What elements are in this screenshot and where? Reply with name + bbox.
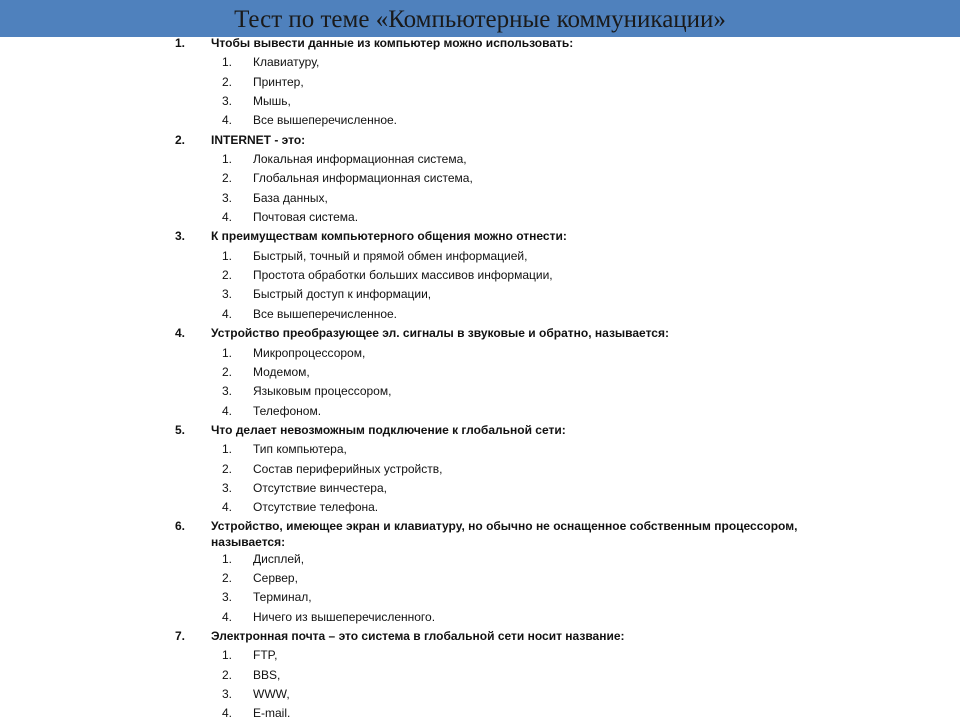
- option-number: 3.: [222, 94, 233, 109]
- option-3: [0, 685, 960, 704]
- option-text: Почтовая система.: [253, 210, 359, 225]
- option-text: Терминал,: [253, 590, 312, 605]
- option-text: Принтер,: [253, 74, 304, 89]
- option-number: 3.: [222, 590, 233, 605]
- option-text: Микропроцессором,: [253, 345, 366, 360]
- option-text: Все вышеперечисленное.: [253, 306, 397, 321]
- option-text: Ничего из вышеперечисленного.: [253, 609, 436, 624]
- question-number: 3.: [175, 229, 186, 244]
- option-number: 1.: [222, 55, 233, 70]
- option-1: [0, 247, 960, 266]
- question-2: [0, 131, 960, 228]
- option-2: [0, 666, 960, 685]
- option-4: [0, 498, 960, 517]
- option-number: 2.: [222, 268, 233, 283]
- option-number: 1.: [222, 648, 233, 663]
- option-1: [0, 440, 960, 459]
- option-number: 2.: [222, 570, 233, 585]
- question-header: [0, 34, 960, 53]
- option-3: [0, 92, 960, 111]
- option-number: 3.: [222, 384, 233, 399]
- option-3: [0, 588, 960, 607]
- option-4: [0, 608, 960, 627]
- option-3: [0, 285, 960, 304]
- option-text: FTP,: [253, 648, 278, 663]
- option-number: 4.: [222, 306, 233, 321]
- option-text: Простота обработки больших массивов информации,: [253, 268, 553, 283]
- question-header: [0, 627, 960, 646]
- option-1: [0, 550, 960, 569]
- option-number: 2.: [222, 74, 233, 89]
- option-text: Телефоном.: [253, 403, 322, 418]
- option-text: Тип компьютера,: [253, 442, 347, 457]
- question-number: 7.: [175, 628, 186, 643]
- option-text: Дисплей,: [253, 551, 305, 566]
- option-number: 2.: [222, 667, 233, 682]
- option-number: 1.: [222, 345, 233, 360]
- option-text: BBS,: [253, 667, 281, 682]
- option-number: 4.: [222, 706, 233, 721]
- option-4: [0, 111, 960, 130]
- option-text: Глобальная информационная система,: [253, 171, 473, 186]
- option-3: [0, 479, 960, 498]
- option-2: [0, 169, 960, 188]
- question-header: [0, 131, 960, 150]
- option-2: [0, 266, 960, 285]
- question-number: 5.: [175, 422, 186, 437]
- slide-title: Тест по теме «Компьютерные коммуникации»: [0, 0, 960, 37]
- option-number: 2.: [222, 364, 233, 379]
- question-text: Устройство преобразующее эл. сигналы в звуковые и обратно, называется:: [211, 326, 669, 341]
- option-text: Модемом,: [253, 364, 310, 379]
- option-text: Быстрый доступ к информации,: [253, 287, 432, 302]
- option-number: 2.: [222, 171, 233, 186]
- option-3: [0, 382, 960, 401]
- question-header: [0, 227, 960, 246]
- option-number: 1.: [222, 152, 233, 167]
- question-7: [0, 627, 960, 724]
- option-text: Локальная информационная система,: [253, 152, 467, 167]
- option-1: [0, 344, 960, 363]
- option-2: [0, 569, 960, 588]
- option-4: [0, 208, 960, 227]
- option-number: 3.: [222, 687, 233, 701]
- question-number: 4.: [175, 326, 186, 341]
- question-6: [0, 518, 960, 627]
- option-number: 4.: [222, 403, 233, 418]
- question-header: [0, 324, 960, 343]
- question-5: [0, 421, 960, 518]
- option-number: 3.: [222, 480, 233, 495]
- quiz-list: [0, 34, 960, 724]
- question-3: [0, 227, 960, 324]
- question-number: 1.: [175, 36, 186, 50]
- question-1: [0, 34, 960, 131]
- option-text: Сервер,: [253, 570, 298, 585]
- option-text: Быстрый, точный и прямой обмен информацией,: [253, 248, 528, 263]
- option-text: Отсутствие телефона.: [253, 500, 379, 515]
- option-number: 3.: [222, 287, 233, 302]
- option-text: E-mail.: [253, 706, 291, 721]
- option-2: [0, 460, 960, 479]
- question-4: [0, 324, 960, 421]
- option-number: 4.: [222, 113, 233, 128]
- option-text: Языковым процессором,: [253, 384, 392, 399]
- option-number: 4.: [222, 500, 233, 515]
- option-number: 4.: [222, 210, 233, 225]
- option-2: [0, 363, 960, 382]
- question-header: [0, 421, 960, 440]
- option-text: WWW,: [253, 687, 290, 701]
- option-1: [0, 646, 960, 665]
- option-4: [0, 402, 960, 421]
- option-text: Все вышеперечисленное.: [253, 113, 397, 128]
- option-number: 1.: [222, 551, 233, 566]
- question-text: Электронная почта – это система в глобальной сети носит название:: [211, 628, 625, 643]
- option-4: [0, 704, 960, 723]
- option-text: Мышь,: [253, 94, 291, 109]
- option-number: 2.: [222, 461, 233, 476]
- question-text: Чтобы вывести данные из компьютер можно использовать:: [211, 36, 574, 50]
- option-number: 3.: [222, 190, 233, 205]
- question-text: Что делает невозможным подключение к глобальной сети:: [211, 422, 566, 437]
- option-text: Клавиатуру,: [253, 55, 320, 70]
- option-4: [0, 305, 960, 324]
- option-number: 1.: [222, 248, 233, 263]
- option-1: [0, 150, 960, 169]
- option-text: База данных,: [253, 190, 328, 205]
- question-text: INTERNET - это:: [211, 132, 306, 147]
- option-number: 4.: [222, 609, 233, 624]
- option-2: [0, 73, 960, 92]
- question-text: К преимуществам компьютерного общения можно отнести:: [211, 229, 567, 244]
- option-3: [0, 189, 960, 208]
- question-number: 6.: [175, 518, 186, 533]
- option-1: [0, 53, 960, 72]
- question-header: [0, 518, 960, 550]
- question-number: 2.: [175, 132, 186, 147]
- option-text: Отсутствие винчестера,: [253, 480, 387, 495]
- question-text: Устройство, имеющее экран и клавиатуру, но обычно не оснащенное собственным процессором, называется:: [211, 518, 798, 549]
- option-text: Состав периферийных устройств,: [253, 461, 443, 476]
- option-number: 1.: [222, 442, 233, 457]
